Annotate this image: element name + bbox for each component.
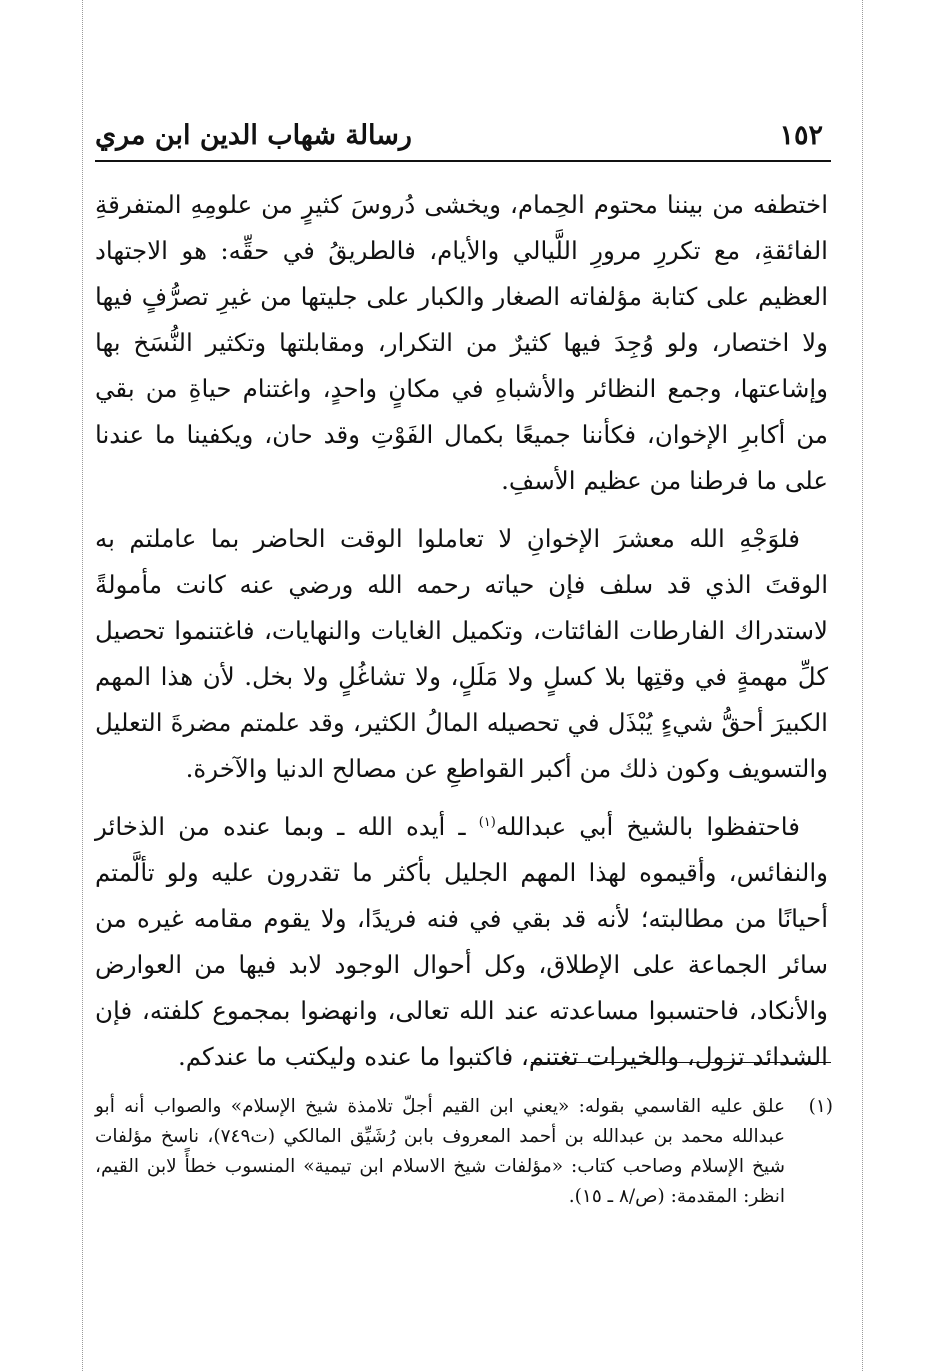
paragraph-3	[95, 804, 828, 1080]
footnote-marker: (١)	[808, 1096, 833, 1117]
page-number: ١٥٢	[779, 120, 823, 151]
paragraph-3-start: فاحتفظوا بالشيخ أبي عبدالله	[495, 812, 800, 841]
running-title: رسالة شهاب الدين ابن مري	[95, 120, 412, 151]
header-rule	[95, 160, 831, 162]
paragraph-3-rest: ـ أيده الله ـ وبما عنده من الذخائر والنفائس، وأقيموه لهذا المهم الجليل بأكثر ما تقدرون عليه ولو تألَّمتم أحيانًا من مطالبته؛ لأنه قد بقي في فنه فريدًا، ولا يقوم مقامه غيره من سائر الجماعة على الإطلاق، وكل أحوال الوجود لابد فيها من العوارض والأنكاد، فاحتسبوا مساعدته عند الله تعالى، وانهضوا بمجموع كلفته، فإن الشدائد تزول، والخيرات تغتنم، فاكتبوا ما عنده وليكتب ما عندكم.	[95, 812, 828, 1071]
main-text	[95, 182, 828, 1092]
paragraph-2: فلوَجْهِ الله معشرَ الإخوانِ لا تعاملوا الوقت الحاضر بما عاملتم به الوقتَ الذي قد سلف فإن حياته رحمه الله ورضي عنه كانت مأمولةً لاستدراك الفارطات الفائتات، وتكميل الغايات والنهايات، فاغتنموا تحصيل كلِّ مهمةٍ في وقتِها بلا كسلٍ ولا مَلَلٍ، ولا تشاغُلٍ ولا بخل. لأن هذا المهم الكبيرَ أحقُّ شيءٍ يُبْذَل في تحصيله المالُ الكثير، وقد علمتم مضرةَ التعليل والتسويف وكون ذلك من أكبر القواطعِ عن مصالح الدنيا والآخرة.	[95, 524, 828, 783]
scan-margin-dots-left	[82, 0, 83, 1371]
scan-margin-dots-right	[862, 0, 863, 1371]
footnote-text: علق عليه القاسمي بقوله: «يعني ابن القيم أجلّ تلامذة شيخ الإسلام» والصواب أنه أبو عبدالله محمد بن عبدالله بن أحمد المعروف بابن رُشَيِّق المالكي (ت٧٤٩)، ناسخ مؤلفات شيخ الإسلام وصاحب كتاب: «مؤلفات شيخ الاسلام ابن تيمية» المنسوب خطأً لابن القيم، انظر: المقدمة: (ص/٨ ـ ١٥).	[95, 1096, 785, 1207]
footnote-separator	[531, 1062, 831, 1063]
footnote-reference[interactable]: (١)	[478, 814, 496, 830]
paragraph-1: اختطفه من بيننا محتوم الحِمام، ويخشى دُروسَ كثيرٍ من علومِهِ المتفرقةِ الفائقةِ، مع تكررِ مرورِ اللَّيالي والأيام، فالطريقُ في حقِّه: هو الاجتهاد العظيم على كتابة مؤلفاته الصغار والكبار على جليتها من غيرِ تصرُّفٍ فيها ولا اختصار، ولو وُجِدَ فيها كثيرٌ من التكرار، ومقابلتها وتكثير النُّسَخ بها وإشاعتها، وجمع النظائر والأشباهِ في مكانٍ واحدٍ، واغتنام حياةِ من بقي من أكابرِ الإخوان، فكأننا جميعًا بكمال الفَوْتِ وقد حان، ويكفينا ما عندنا على ما فرطنا من عظيم الأسفِ.	[95, 190, 828, 495]
footnote	[95, 1092, 833, 1212]
page-header	[95, 118, 831, 160]
